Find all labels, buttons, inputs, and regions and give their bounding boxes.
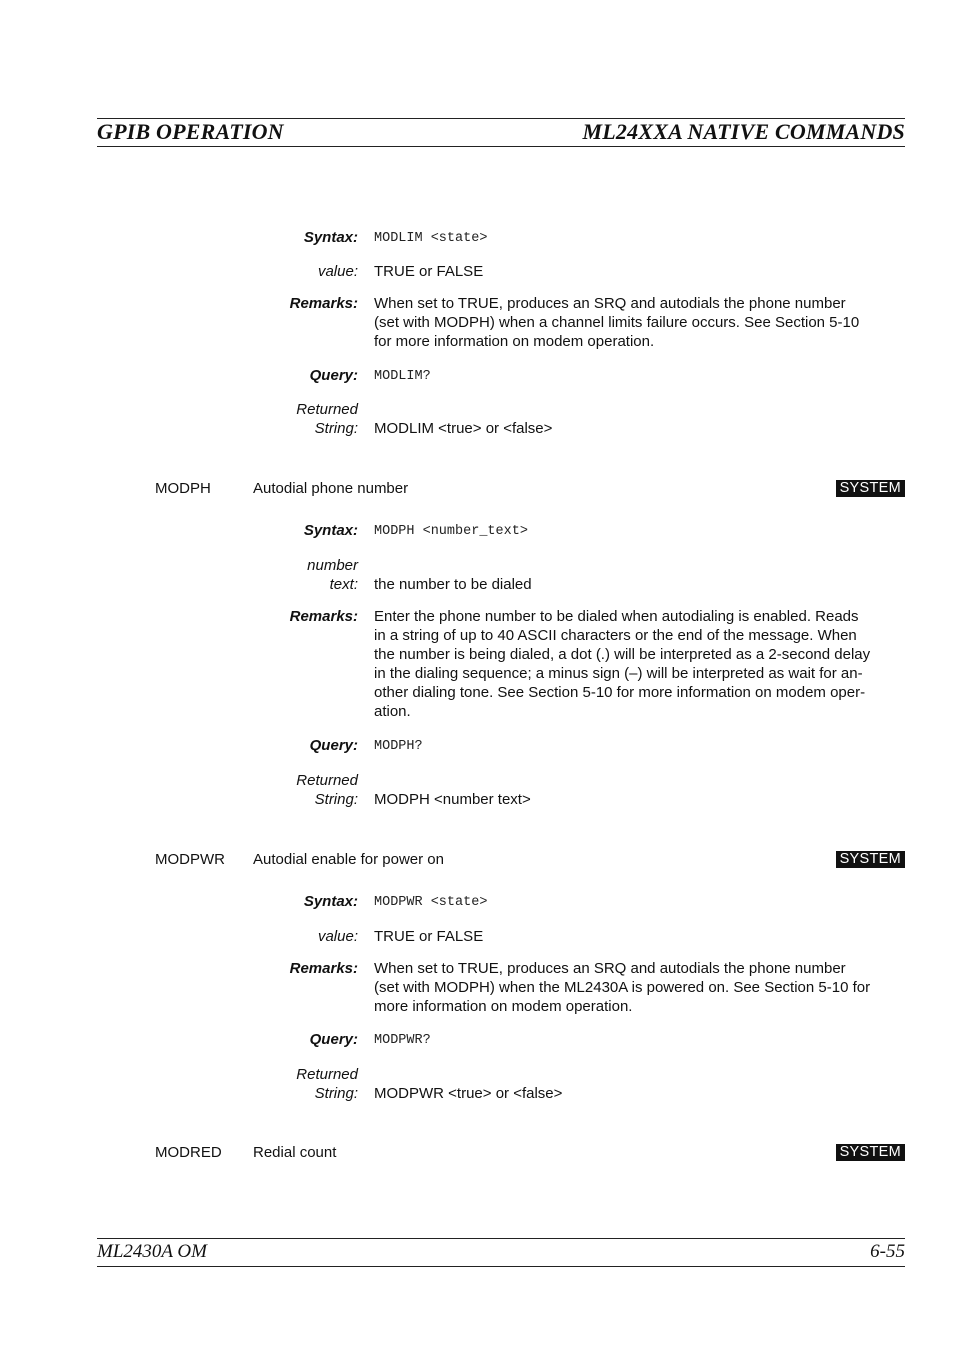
modlim-query-label: Query: — [309, 367, 358, 384]
modph-query: MODPH? — [374, 739, 423, 754]
modpwr-returned-string: MODPWR <true> or <false> — [374, 1085, 563, 1102]
modlim-value-label: value: — [317, 263, 358, 280]
modph-param-label: number — [307, 557, 358, 574]
modph-remarks: Enter the phone number to be dialed when autodialing is enabled. Reads in a string of up to 40 ASCII characters or the end of the message. When the number is being dialed, a dot (.) will be interpreted as a 2-second delay in the dialing sequence; a minus sign (–) will be interpreted as wait for an- other dialing tone. See Section 5-10 for more information on modem oper- ation. — [374, 608, 871, 720]
modpwr-query-label: Query: — [309, 1031, 358, 1048]
header-section-title: GPIB OPERATION — [97, 119, 284, 144]
modph-returned-string: MODPH <number text> — [374, 791, 531, 808]
modpwr-value: TRUE or FALSE — [374, 928, 484, 945]
modlim-syntax: MODLIM <state> — [374, 231, 488, 246]
modred-system-badge: SYSTEM — [836, 1144, 905, 1161]
modpwr-command-name: MODPWR — [155, 851, 225, 868]
modpwr-system-badge: SYSTEM — [836, 851, 905, 868]
header-chapter-title: ML24XXA NATIVE COMMANDS — [582, 119, 905, 144]
modph-command-description: Autodial phone number — [253, 480, 409, 497]
footer-top-rule — [97, 1238, 905, 1239]
modlim-remarks-label: Remarks: — [289, 295, 358, 312]
modlim-query: MODLIM? — [374, 369, 431, 384]
modpwr-remarks: When set to TRUE, produces an SRQ and autodials the phone number (set with MODPH) when the ML2430A is powered on. See Section 5-10 for more information on modem operation. — [374, 960, 871, 1015]
modph-command-name: MODPH — [155, 480, 211, 497]
modph-returned-label: Returned — [296, 772, 358, 789]
header-bottom-rule — [97, 146, 905, 147]
modph-system-badge: SYSTEM — [836, 480, 905, 497]
modpwr-remarks-label: Remarks: — [289, 960, 358, 977]
modlim-value: TRUE or FALSE — [374, 263, 484, 280]
modph-syntax-label: Syntax: — [303, 522, 358, 539]
modlim-string-label: String: — [314, 420, 358, 437]
modpwr-returned-label: Returned — [296, 1066, 358, 1083]
footer-page-number: 6-55 — [870, 1241, 905, 1262]
modpwr-command-description: Autodial enable for power on — [253, 851, 444, 868]
modph-syntax: MODPH <number_text> — [374, 524, 528, 539]
modph-param-label-2: text: — [329, 576, 358, 593]
modlim-returned-label: Returned — [296, 401, 358, 418]
modph-remarks-label: Remarks: — [289, 608, 358, 625]
modpwr-string-label: String: — [314, 1085, 358, 1102]
modph-param: the number to be dialed — [374, 576, 532, 593]
modpwr-value-label: value: — [317, 928, 358, 945]
modlim-remarks: When set to TRUE, produces an SRQ and autodials the phone number (set with MODPH) when a channel limits failure occurs. See Section 5-10 for more information on modem operation. — [374, 295, 860, 350]
modph-string-label: String: — [314, 791, 358, 808]
modlim-returned-string: MODLIM <true> or <false> — [374, 420, 553, 437]
footer-manual-name: ML2430A OM — [97, 1241, 207, 1262]
modlim-syntax-label: Syntax: — [303, 229, 358, 246]
modred-command-name: MODRED — [155, 1144, 222, 1161]
modred-command-description: Redial count — [253, 1144, 337, 1161]
modph-query-label: Query: — [309, 737, 358, 754]
modpwr-syntax: MODPWR <state> — [374, 895, 488, 910]
modpwr-query: MODPWR? — [374, 1033, 431, 1048]
footer-bottom-rule — [97, 1266, 905, 1267]
modpwr-syntax-label: Syntax: — [303, 893, 358, 910]
